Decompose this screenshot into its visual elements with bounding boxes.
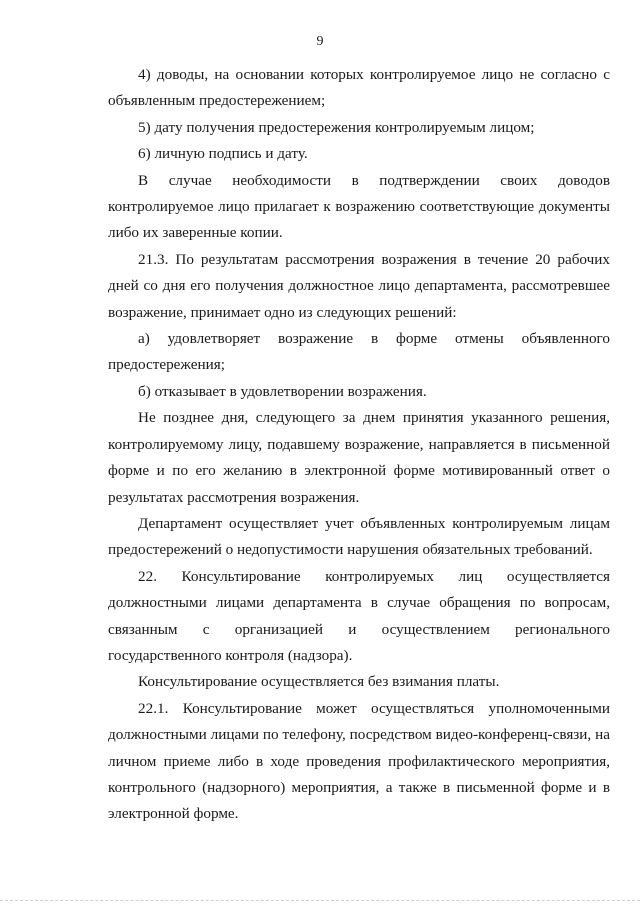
paragraph: 5) дату получения предостережения контролируемым лицом;: [138, 118, 535, 136]
paragraph: б) отказывает в удовлетворении возражения.: [138, 382, 427, 400]
paragraph: Департамент осуществляет учет объявленных контролируемым лицам предостережений о недопустимости нарушения обязательных требований.: [108, 514, 610, 559]
paragraph: 22. Консультирование контролируемых лиц осуществляется должностными лицами департамента в случае обращения по вопросам, связанным с организацией и осуществлением регионального государственного контроля (надзора).: [108, 567, 610, 664]
paragraph: 4) доводы, на основании которых контролируемое лицо не согласно с объявленным предостережением;: [108, 66, 610, 110]
page-bottom-rule: [0, 900, 640, 901]
paragraph: В случае необходимости в подтверждении своих доводов контролируемое лицо прилагает к возражению соответствующие документы либо их заверенные копии.: [108, 171, 610, 242]
paragraph: 22.1. Консультирование может осуществляться уполномоченными должностными лицами по телефону, посредством видео-конференц-связи, на личном приеме либо в ходе проведения профилактического мероприятия, контрольного (надзорного) мероприятия, а также в письменной форме и в электронной форме.: [108, 699, 610, 823]
paragraph: Консультирование осуществляется без взимания платы.: [138, 673, 500, 691]
paragraph: 6) личную подпись и дату.: [138, 145, 308, 163]
page-number: 9: [316, 34, 324, 49]
document-body: [108, 62, 610, 828]
paragraph: Не позднее дня, следующего за днем принятия указанного решения, контролируемому лицу, подавшему возражение, направляется в письменной форме и по его желанию в электронной форме мотивированный ответ о результатах рассмотрения возражения.: [108, 409, 610, 506]
paragraph: а) удовлетворяет возражение в форме отмены объявленного предостережения;: [108, 330, 610, 374]
paragraph: 21.3. По результатам рассмотрения возражения в течение 20 рабочих дней со дня его получения должностное лицо департамента, рассмотревшее возражение, принимает одно из следующих решений:: [108, 250, 610, 321]
